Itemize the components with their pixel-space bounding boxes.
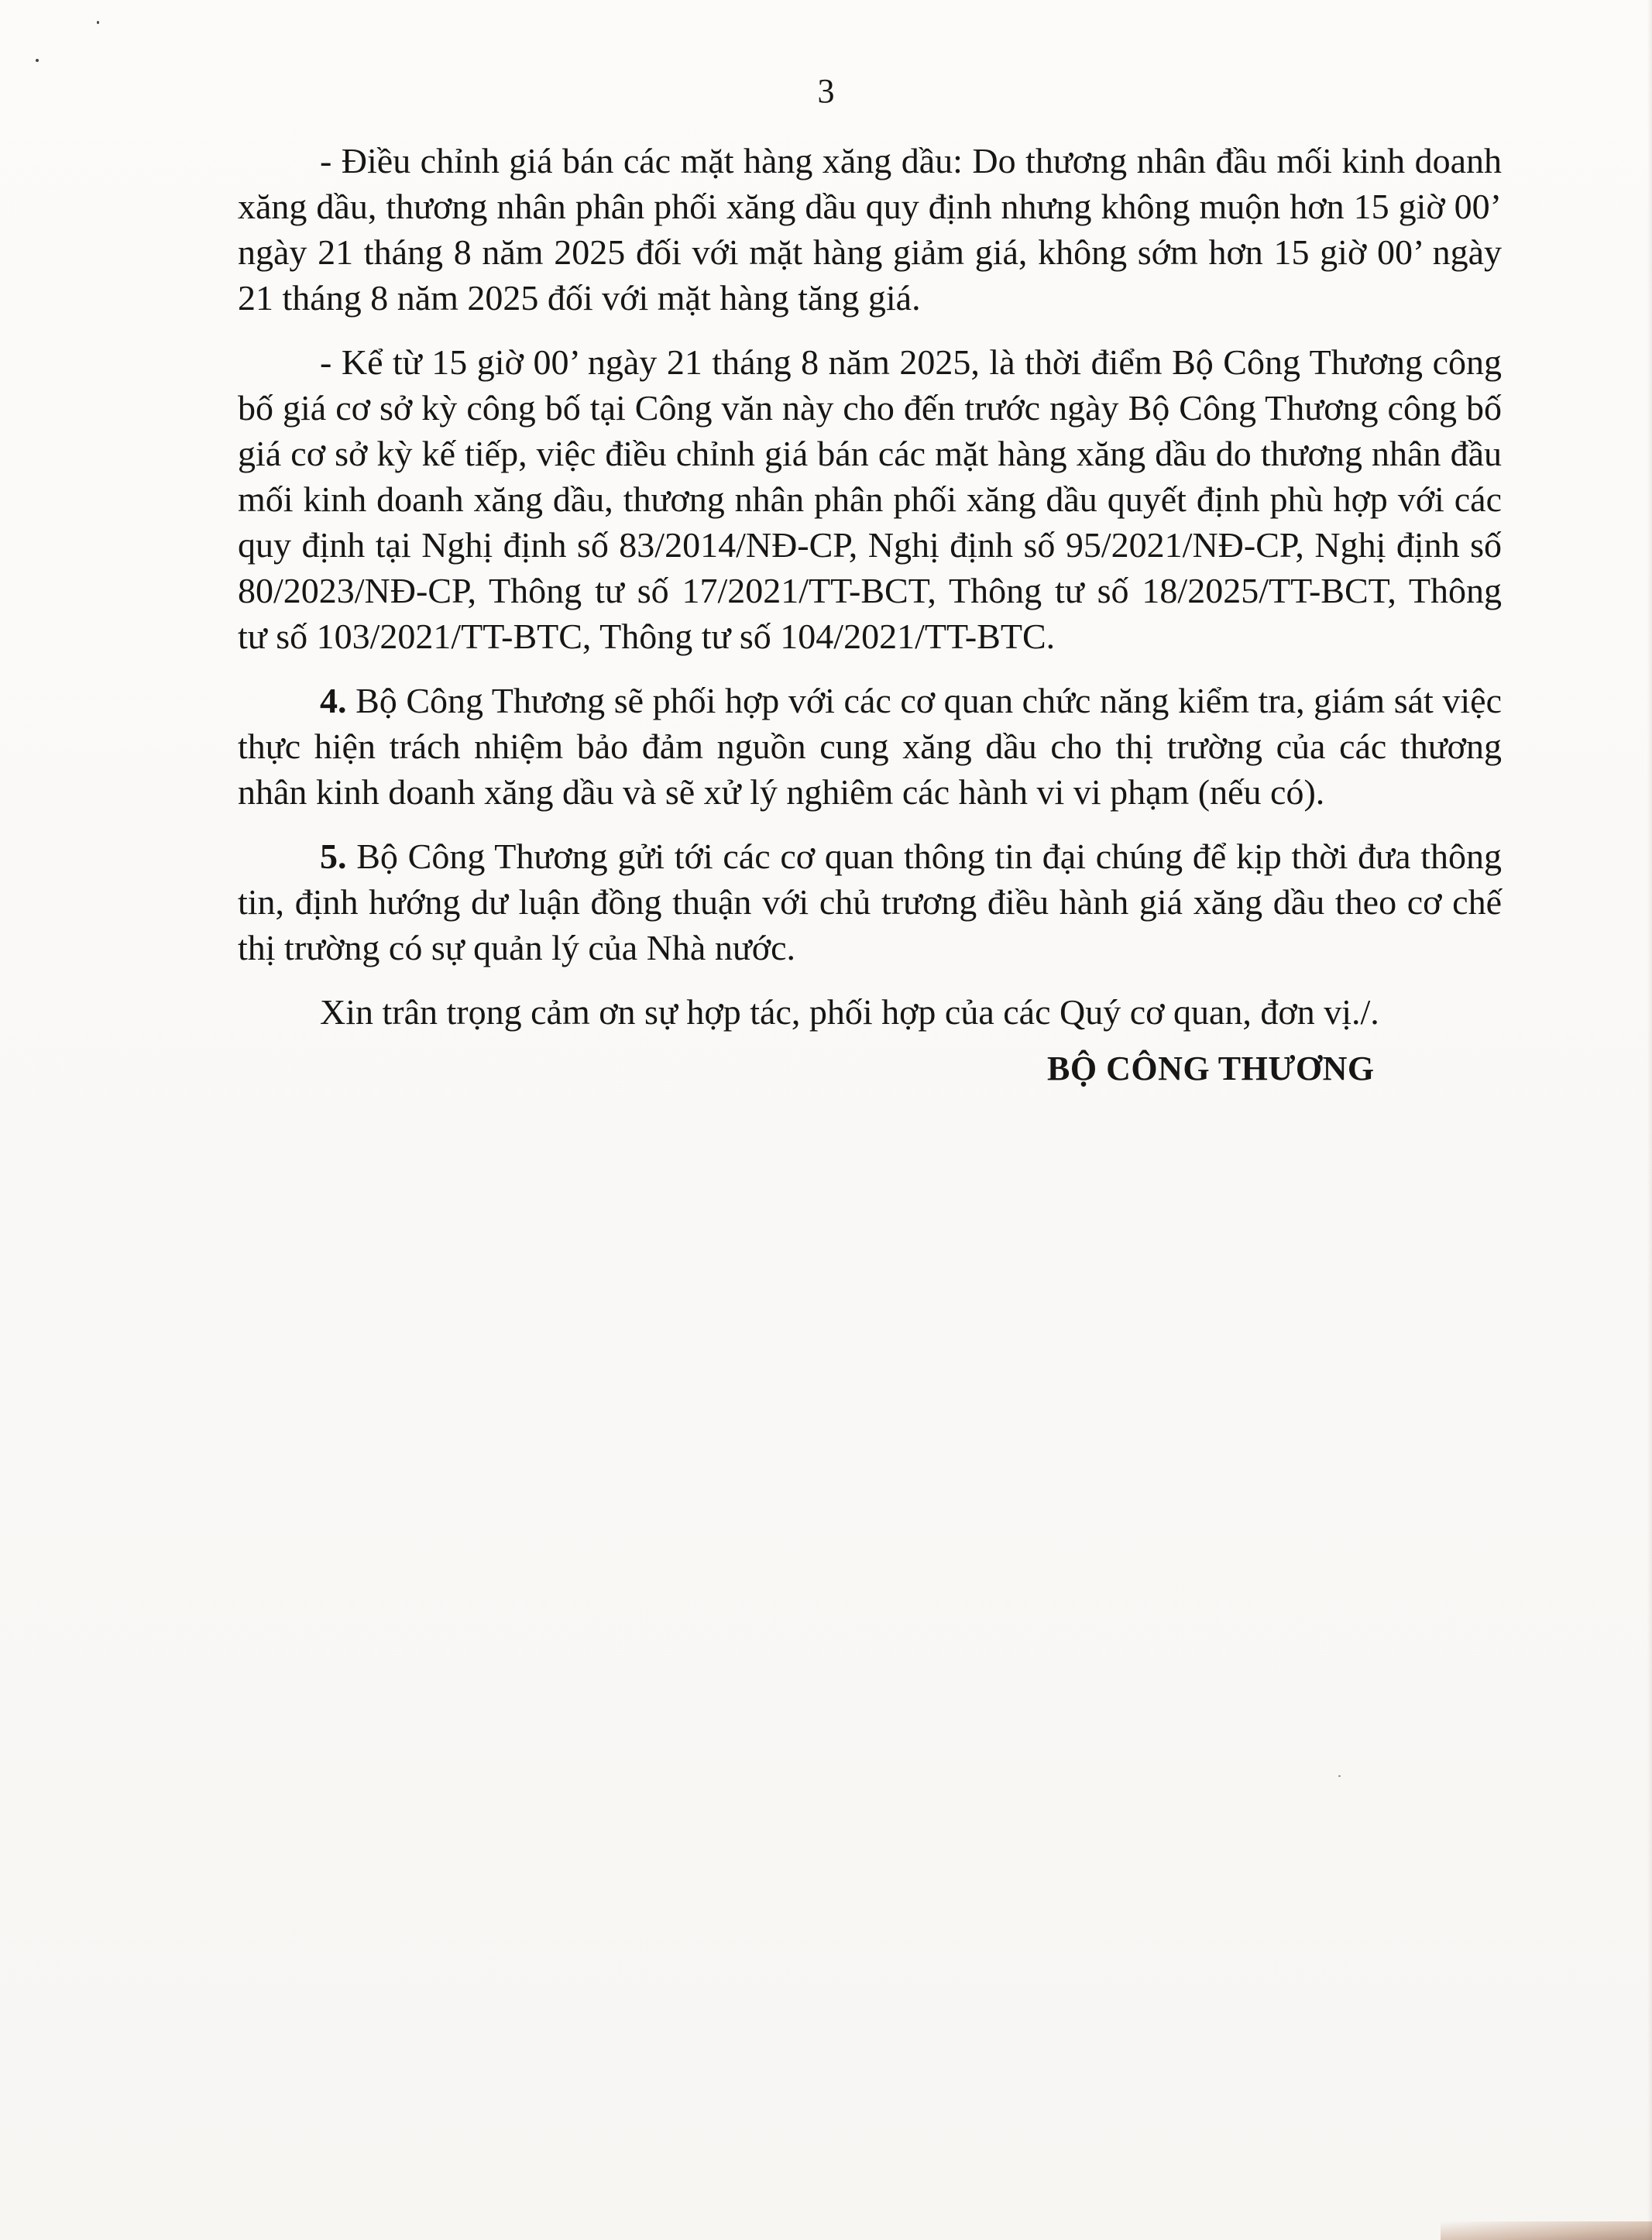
paragraph-item-4: [238, 678, 1502, 815]
scan-speck: [97, 21, 99, 24]
item-number: 4.: [320, 681, 347, 720]
scan-edge-corner: [1441, 2221, 1652, 2240]
paragraph-text: - Kể từ 15 giờ 00’ ngày 21 tháng 8 năm 2025, là thời điểm Bộ Công Thương công bố giá cơ sở kỳ công bố tại Công văn này cho đến trước ngày Bộ Công Thương công bố giá cơ sở kỳ kế tiếp, việc điều chỉnh giá bán các mặt hàng xăng dầu do thương nhân đầu mối kinh doanh xăng dầu, thương nhân phân phối xăng dầu quyết định phù hợp với các quy định tại Nghị định số 83/2014/NĐ-CP, Nghị định số 95/2021/NĐ-CP, Nghị định số 80/2023/NĐ-CP, Thông tư số 17/2021/TT-BCT, Thông tư số 18/2025/TT-BCT, Thông tư số 103/2021/TT-BTC, Thông tư số 104/2021/TT-BTC.: [238, 342, 1502, 656]
item-number: 5.: [320, 837, 347, 876]
paragraph-adjust-price: [238, 138, 1502, 321]
paragraph-from-time: [238, 339, 1502, 659]
paragraph-text: Xin trân trọng cảm ơn sự hợp tác, phối hợp của các Quý cơ quan, đơn vị./.: [320, 992, 1379, 1032]
paragraph-item-5: [238, 833, 1502, 971]
scan-speck: [1338, 1775, 1341, 1777]
document-body: [238, 138, 1502, 1052]
paragraph-text: - Điều chỉnh giá bán các mặt hàng xăng dầu: Do thương nhân đầu mối kinh doanh xăng dầu, thương nhân phân phối xăng dầu quy định nhưng không muộn hơn 15 giờ 00’ ngày 21 tháng 8 năm 2025 đối với mặt hàng giảm giá, không sớm hơn 15 giờ 00’ ngày 21 tháng 8 năm 2025 đối với mặt hàng tăng giá.: [238, 141, 1502, 318]
paragraph-text: Bộ Công Thương sẽ phối hợp với các cơ quan chức năng kiểm tra, giám sát việc thực hiện trách nhiệm bảo đảm nguồn cung xăng dầu cho thị trường của các thương nhân kinh doanh xăng dầu và sẽ xử lý nghiêm các hành vi vi phạm (nếu có).: [238, 681, 1502, 812]
paragraph-closing: [238, 989, 1502, 1035]
paragraph-text: Bộ Công Thương gửi tới các cơ quan thông tin đại chúng để kịp thời đưa thông tin, định hướng dư luận đồng thuận với chủ trương điều hành giá xăng dầu theo cơ chế thị trường có sự quản lý của Nhà nước.: [238, 837, 1502, 967]
page-number: 3: [817, 72, 835, 110]
signature-organization: BỘ CÔNG THƯƠNG: [1047, 1050, 1375, 1087]
scan-speck: [36, 59, 39, 62]
scan-edge-shadow: [1647, 0, 1652, 2240]
